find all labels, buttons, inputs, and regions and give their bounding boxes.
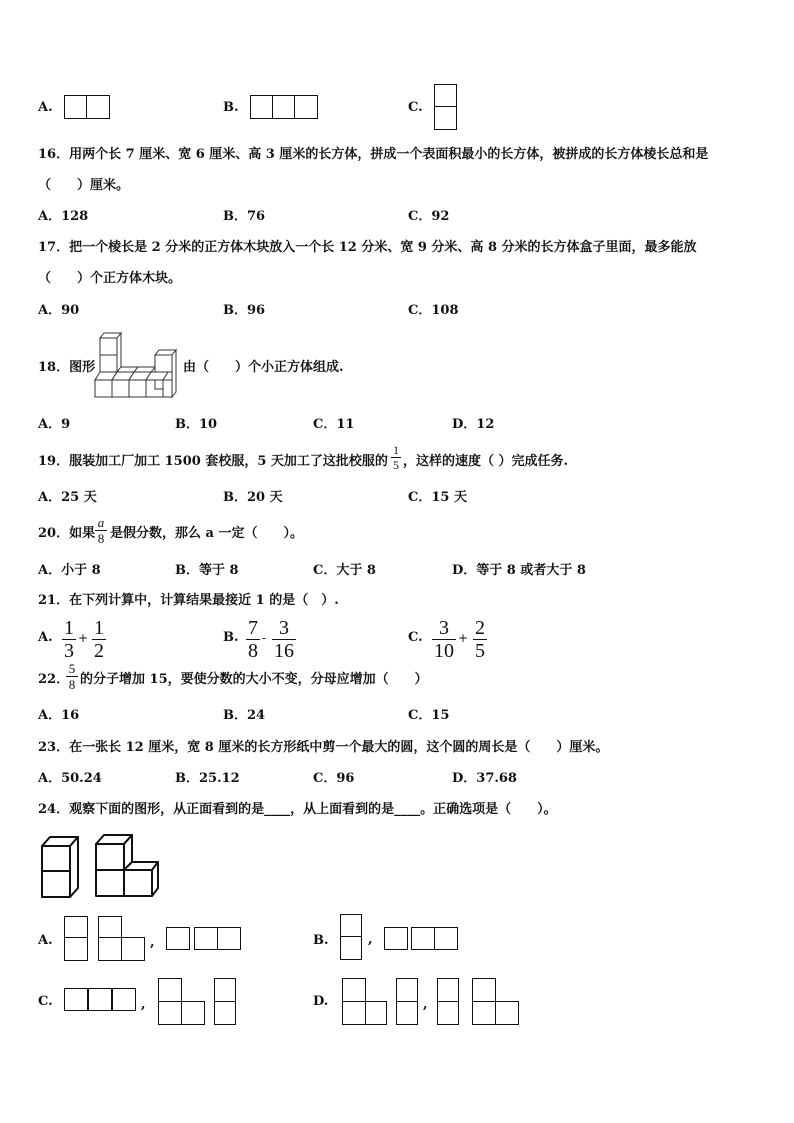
q19-option-a: A．25 天	[38, 490, 97, 505]
q16-stem-line1: 16．用两个长 7 厘米、宽 6 厘米、高 3 厘米的长方体，拼成一个表面积最小的长方体，被拼成的长方体棱长总和是	[38, 147, 709, 162]
q18-stem-prefix: 18．图形	[38, 360, 96, 375]
q24-option-c-separator: ,	[141, 997, 146, 1012]
q23-option-a: A．50.24	[38, 771, 102, 786]
q20-option-a: A．小于 8	[38, 563, 101, 578]
q18-cube-figure	[90, 330, 182, 402]
q24-option-d-label: D.	[313, 994, 329, 1009]
q21-b-operator: -	[262, 631, 267, 645]
q22-stem-suffix: 的分子增加 15，要使分数的大小不变，分母应增加（ ）	[80, 672, 428, 687]
q24-option-a-separator: ,	[150, 935, 155, 950]
q17-option-a: A．90	[38, 303, 80, 318]
q22-option-b: B．24	[223, 708, 266, 723]
q16-stem-line2: （ ）厘米。	[38, 178, 130, 193]
q18-option-d: D．12	[452, 417, 495, 432]
q21-option-a-label: A.	[38, 630, 53, 645]
q23-stem: 23．在一张长 12 厘米，宽 8 厘米的长方形纸中剪一个最大的圆，这个圆的周长是（ ）厘米。	[38, 740, 609, 755]
q18-option-a: A．9	[38, 417, 71, 432]
q22-fraction-numerator: 5	[68, 661, 76, 676]
q20-option-b: B．等于 8	[175, 563, 239, 578]
q19-fraction	[391, 444, 401, 471]
q22-option-a: A．16	[38, 708, 80, 723]
q19-stem-prefix: 19．服装加工厂加工 1500 套校服，5 天加工了这批校服的	[38, 454, 388, 469]
q24-option-b-label: B.	[313, 933, 329, 948]
q15-option-b-label: B.	[223, 100, 239, 115]
q15-option-c-label: C.	[408, 100, 423, 115]
q20-option-d: D．等于 8 或者大于 8	[452, 563, 586, 578]
q20-fraction-denominator: 8	[97, 531, 105, 546]
q19-option-c: C．15 天	[408, 490, 467, 505]
q21-c-operator: +	[458, 631, 469, 645]
q21-a-operator: +	[78, 631, 89, 645]
q24-option-c-label: C.	[38, 994, 53, 1009]
q16-option-a: A．128	[38, 209, 89, 224]
q21-a-fraction-1: 1 3	[64, 617, 74, 662]
q21-b-fraction-1: 7 8	[248, 617, 258, 662]
q21-c-fraction-2: 2 5	[475, 617, 485, 662]
q21-stem: 21．在下列计算中，计算结果最接近 1 的是（ ）.	[38, 593, 339, 608]
q21-option-b-label: B.	[223, 630, 239, 645]
q19-stem-suffix: ，这样的速度（ ）完成任务.	[403, 454, 569, 469]
q21-b-fraction-2: 3 16	[274, 617, 294, 662]
q17-stem-line1: 17．把一个棱长是 2 分米的正方体木块放入一个长 12 分米、宽 9 分米、高 8 分米的长方体盒子里面，最多能放	[38, 240, 697, 255]
q16-option-c: C．92	[408, 209, 450, 224]
q18-stem-suffix: 由（ ）个小正方体组成.	[183, 360, 344, 375]
q20-stem-suffix: 是假分数，那么 a 一定（ ）。	[110, 526, 303, 541]
q16-option-b: B．76	[223, 209, 266, 224]
q22-option-c: C．15	[408, 708, 450, 723]
q21-a-fraction-2: 1 2	[94, 617, 104, 662]
q20-stem-prefix: 20．如果	[38, 526, 96, 541]
q20-fraction	[95, 516, 107, 545]
q23-option-d: D．37.68	[452, 771, 517, 786]
q15-option-a-label: A.	[38, 100, 53, 115]
q24-cube-figures	[38, 830, 163, 900]
q22-stem-prefix: 22．	[38, 672, 70, 687]
q19-option-b: B．20 天	[223, 490, 283, 505]
q23-option-c: C．96	[313, 771, 355, 786]
q18-option-b: B．10	[175, 417, 218, 432]
q24-option-d-separator: ,	[423, 997, 428, 1012]
q20-fraction-numerator: a	[97, 515, 105, 530]
q18-option-c: C．11	[313, 417, 355, 432]
q20-option-c: C．大于 8	[313, 563, 376, 578]
q21-option-c-label: C.	[408, 630, 423, 645]
q22-fraction	[66, 662, 78, 691]
q19-fraction-numerator: 1	[393, 443, 399, 457]
q23-option-b: B．25.12	[175, 771, 240, 786]
q17-stem-line2: （ ）个正方体木块。	[38, 271, 182, 286]
q19-fraction-denominator: 5	[393, 458, 399, 472]
q24-stem: 24．观察下面的图形，从正面看到的是____，从上面看到的是____。正确选项是（ ）。	[38, 802, 557, 817]
q21-c-fraction-1: 3 10	[434, 617, 454, 662]
q17-option-b: B．96	[223, 303, 266, 318]
q24-option-a-label: A.	[38, 933, 53, 948]
q24-option-b-separator: ,	[368, 932, 373, 947]
q22-fraction-denominator: 8	[68, 677, 76, 692]
q17-option-c: C．108	[408, 303, 459, 318]
